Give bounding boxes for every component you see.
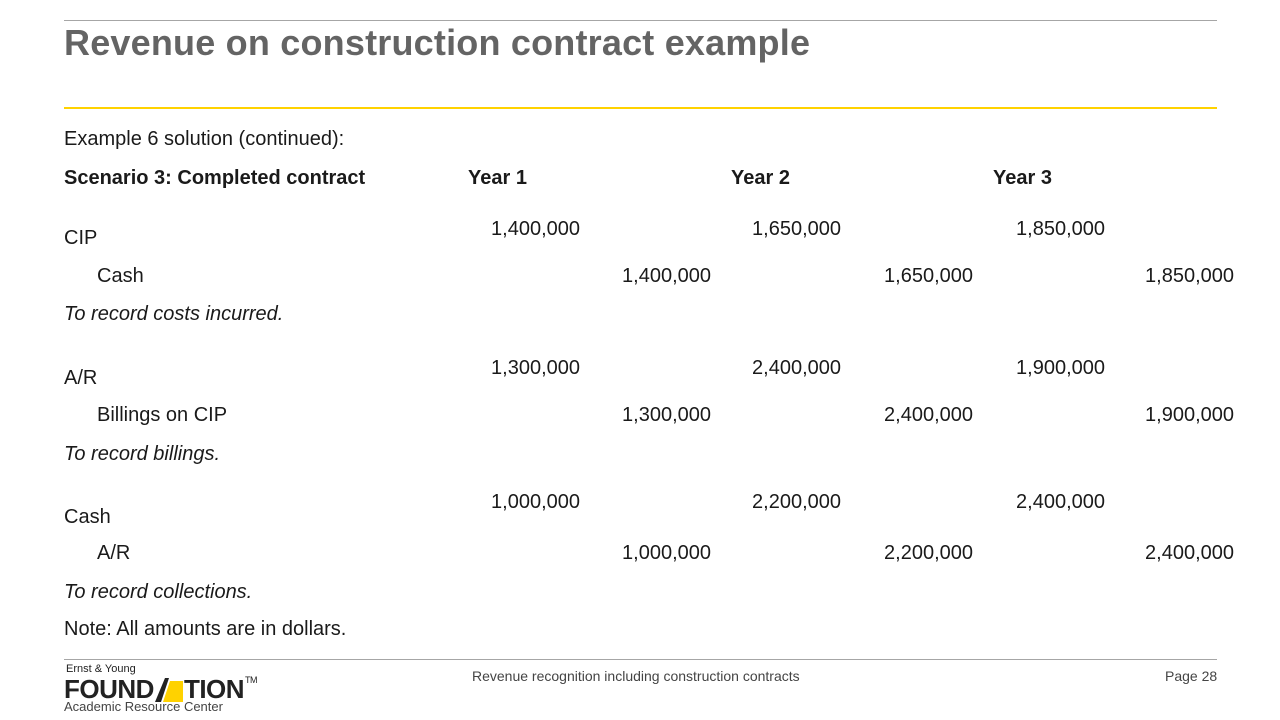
top-divider bbox=[64, 20, 1217, 21]
logo-subtitle: Academic Resource Center bbox=[64, 699, 223, 714]
credit-year3: 1,850,000 bbox=[1145, 265, 1234, 287]
credit-year1: 1,000,000 bbox=[622, 542, 711, 564]
debit-year2: 2,400,000 bbox=[752, 357, 841, 379]
entry-debit-account: A/R bbox=[64, 367, 98, 389]
credit-year2: 1,650,000 bbox=[884, 265, 973, 287]
year2-header: Year 2 bbox=[731, 167, 790, 189]
debit-year3: 2,400,000 bbox=[1016, 491, 1105, 513]
entry-debit-account: Cash bbox=[64, 506, 111, 528]
year3-header: Year 3 bbox=[993, 167, 1052, 189]
debit-year2: 2,200,000 bbox=[752, 491, 841, 513]
page-number: Page 28 bbox=[1165, 668, 1218, 684]
logo-text-left: FOUND bbox=[64, 674, 154, 704]
slide-title: Revenue on construction contract example bbox=[64, 22, 811, 63]
credit-year2: 2,400,000 bbox=[884, 404, 973, 426]
credit-year1: 1,300,000 bbox=[622, 404, 711, 426]
scenario-header: Scenario 3: Completed contract bbox=[64, 167, 366, 189]
credit-year3: 2,400,000 bbox=[1145, 542, 1234, 564]
debit-year1: 1,000,000 bbox=[491, 491, 580, 513]
footer-divider bbox=[64, 659, 1217, 660]
debit-year1: 1,300,000 bbox=[491, 357, 580, 379]
entry-description: To record collections. bbox=[64, 581, 253, 603]
credit-year3: 1,900,000 bbox=[1145, 404, 1234, 426]
title-underline bbox=[64, 107, 1217, 109]
credit-year2: 2,200,000 bbox=[884, 542, 973, 564]
logo-trademark: TM bbox=[245, 675, 258, 685]
debit-year1: 1,400,000 bbox=[491, 218, 580, 240]
logo-text-right: TION bbox=[183, 674, 245, 704]
debit-year2: 1,650,000 bbox=[752, 218, 841, 240]
entry-description: To record billings. bbox=[64, 443, 221, 465]
entry-credit-account: Cash bbox=[97, 265, 144, 287]
entry-debit-account: CIP bbox=[64, 227, 98, 249]
entry-credit-account: Billings on CIP bbox=[97, 404, 228, 426]
debit-year3: 1,900,000 bbox=[1016, 357, 1105, 379]
entry-credit-account: A/R bbox=[97, 542, 131, 564]
example-subtitle: Example 6 solution (continued): bbox=[64, 128, 345, 150]
logo-company-name: Ernst & Young bbox=[66, 663, 136, 675]
debit-year3: 1,850,000 bbox=[1016, 218, 1105, 240]
amounts-note: Note: All amounts are in dollars. bbox=[64, 618, 347, 640]
year1-header: Year 1 bbox=[468, 167, 527, 189]
entry-description: To record costs incurred. bbox=[64, 303, 284, 325]
footer-title: Revenue recognition including construction contracts bbox=[472, 668, 800, 684]
credit-year1: 1,400,000 bbox=[622, 265, 711, 287]
